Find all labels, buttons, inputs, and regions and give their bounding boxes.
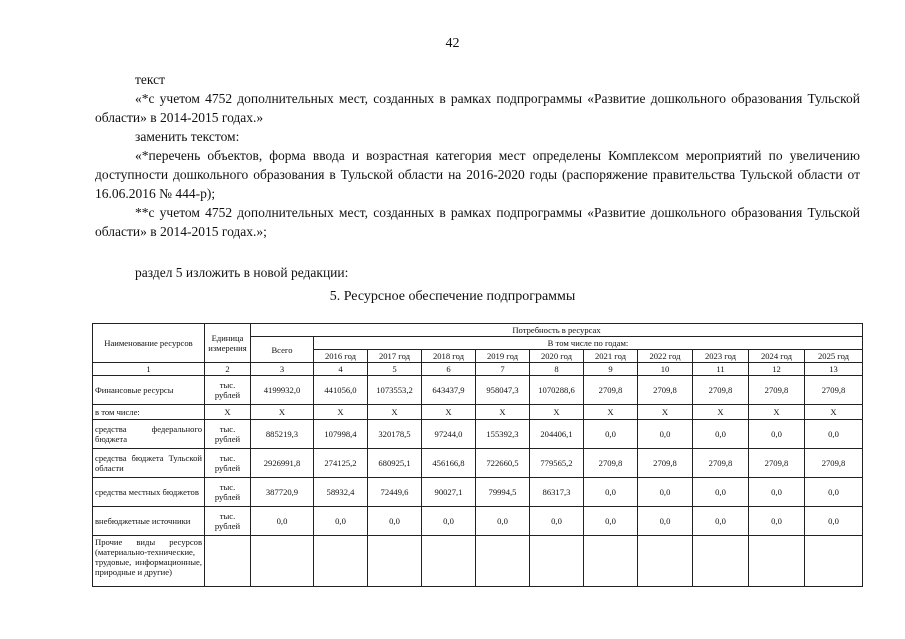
row-total bbox=[251, 536, 314, 587]
row-year-value: 441056,0 bbox=[314, 376, 368, 405]
header-year: 2024 год bbox=[749, 350, 805, 363]
row-year-value bbox=[638, 536, 693, 587]
text-block-section bbox=[95, 263, 860, 282]
table-row bbox=[93, 376, 863, 405]
row-year-value: 155392,3 bbox=[476, 420, 530, 449]
row-resource-name: средства местных бюджетов bbox=[93, 478, 205, 507]
row-year-value bbox=[749, 536, 805, 587]
row-year-value: 72449,6 bbox=[368, 478, 422, 507]
table-row bbox=[93, 478, 863, 507]
row-year-value: Х bbox=[693, 405, 749, 420]
column-number: 12 bbox=[749, 363, 805, 376]
row-year-value: 0,0 bbox=[530, 507, 584, 536]
header-need: Потребность в ресурсах bbox=[251, 324, 863, 337]
row-year-value: 204406,1 bbox=[530, 420, 584, 449]
table-row bbox=[93, 536, 863, 587]
row-unit: тыс. рублей bbox=[205, 449, 251, 478]
row-total: 387720,9 bbox=[251, 478, 314, 507]
table-body bbox=[93, 376, 863, 587]
page-number: 42 bbox=[445, 36, 460, 51]
paragraph-replace-with: заменить текстом: bbox=[135, 129, 240, 144]
row-year-value: 456166,8 bbox=[422, 449, 476, 478]
row-year-value: 0,0 bbox=[693, 420, 749, 449]
row-year-value: 2709,8 bbox=[584, 376, 638, 405]
column-number: 3 bbox=[251, 363, 314, 376]
row-year-value: Х bbox=[422, 405, 476, 420]
row-year-value bbox=[314, 536, 368, 587]
header-year: 2025 год bbox=[805, 350, 863, 363]
column-number: 9 bbox=[584, 363, 638, 376]
paragraph-new-note-2: **с учетом 4752 дополнительных мест, созданных в рамках подпрограммы «Развитие дошкольного образования Тульской области» в 2014-2015 годах.»; bbox=[95, 205, 860, 239]
row-year-value: 0,0 bbox=[693, 507, 749, 536]
row-year-value: Х bbox=[584, 405, 638, 420]
row-year-value: 958047,3 bbox=[476, 376, 530, 405]
row-year-value: 97244,0 bbox=[422, 420, 476, 449]
header-year: 2022 год bbox=[638, 350, 693, 363]
row-year-value bbox=[422, 536, 476, 587]
header-year: 2017 год bbox=[368, 350, 422, 363]
section-title: 5. Ресурсное обеспечение подпрограммы bbox=[329, 289, 576, 304]
row-unit: тыс. рублей bbox=[205, 478, 251, 507]
column-number-row bbox=[93, 363, 863, 376]
row-year-value: 0,0 bbox=[638, 507, 693, 536]
paragraph-new-note-1: «*перечень объектов, форма ввода и возрастная категория мест определены Комплексом мероприятий по увеличению доступности дошкольного образования в Тульской области на 2016-2020 годы (распоряжение правительства Тульской области от 16.06.2016 № 444-р); bbox=[95, 148, 860, 201]
paragraph-text-word: текст bbox=[135, 72, 166, 87]
row-year-value: Х bbox=[476, 405, 530, 420]
row-unit: Х bbox=[205, 405, 251, 420]
row-year-value: 0,0 bbox=[749, 420, 805, 449]
row-year-value: 722660,5 bbox=[476, 449, 530, 478]
column-number: 4 bbox=[314, 363, 368, 376]
table-row bbox=[93, 420, 863, 449]
row-year-value: 0,0 bbox=[584, 478, 638, 507]
row-total: 0,0 bbox=[251, 507, 314, 536]
row-year-value: 86317,3 bbox=[530, 478, 584, 507]
column-number: 7 bbox=[476, 363, 530, 376]
header-year: 2020 год bbox=[530, 350, 584, 363]
row-total: 4199932,0 bbox=[251, 376, 314, 405]
column-number: 8 bbox=[530, 363, 584, 376]
row-year-value: 0,0 bbox=[693, 478, 749, 507]
row-unit: тыс. рублей bbox=[205, 376, 251, 405]
row-year-value: 107998,4 bbox=[314, 420, 368, 449]
header-year: 2018 год bbox=[422, 350, 476, 363]
row-year-value bbox=[584, 536, 638, 587]
row-resource-name: внебюджетные источники bbox=[93, 507, 205, 536]
row-unit: тыс. рублей bbox=[205, 507, 251, 536]
row-year-value: 90027,1 bbox=[422, 478, 476, 507]
text-block-top bbox=[95, 70, 860, 241]
row-year-value: 0,0 bbox=[422, 507, 476, 536]
row-resource-name: Финансовые ресурсы bbox=[93, 376, 205, 405]
row-year-value: 643437,9 bbox=[422, 376, 476, 405]
header-by-years: В том числе по годам: bbox=[314, 337, 863, 350]
header-total: Всего bbox=[251, 337, 314, 363]
row-resource-name: средства федерального бюджета bbox=[93, 420, 205, 449]
row-year-value: 2709,8 bbox=[638, 376, 693, 405]
row-year-value: 2709,8 bbox=[805, 376, 863, 405]
row-year-value: 2709,8 bbox=[693, 376, 749, 405]
row-year-value: Х bbox=[805, 405, 863, 420]
table-row bbox=[93, 405, 863, 420]
header-resource-name: Наименование ресурсов bbox=[93, 324, 205, 363]
table-row bbox=[93, 449, 863, 478]
row-year-value: 1073553,2 bbox=[368, 376, 422, 405]
resource-table bbox=[92, 323, 863, 587]
table-row bbox=[93, 507, 863, 536]
row-total: 2926991,8 bbox=[251, 449, 314, 478]
row-year-value: 320178,5 bbox=[368, 420, 422, 449]
row-year-value: 2709,8 bbox=[584, 449, 638, 478]
header-year: 2021 год bbox=[584, 350, 638, 363]
row-unit bbox=[205, 536, 251, 587]
paragraph-old-note: «*с учетом 4752 дополнительных мест, созданных в рамках подпрограммы «Развитие дошкольного образования Тульской области» в 2014-2015 годах.» bbox=[95, 91, 860, 125]
row-year-value: 0,0 bbox=[805, 420, 863, 449]
row-year-value: 2709,8 bbox=[805, 449, 863, 478]
row-year-value: 2709,8 bbox=[749, 449, 805, 478]
row-year-value: 680925,1 bbox=[368, 449, 422, 478]
row-year-value: 274125,2 bbox=[314, 449, 368, 478]
row-unit: тыс. рублей bbox=[205, 420, 251, 449]
column-number: 13 bbox=[805, 363, 863, 376]
row-year-value: 58932,4 bbox=[314, 478, 368, 507]
column-number: 6 bbox=[422, 363, 476, 376]
column-number: 11 bbox=[693, 363, 749, 376]
row-year-value: 0,0 bbox=[749, 507, 805, 536]
row-year-value bbox=[530, 536, 584, 587]
row-year-value: Х bbox=[314, 405, 368, 420]
row-year-value: 0,0 bbox=[584, 507, 638, 536]
row-year-value bbox=[805, 536, 863, 587]
row-year-value: 0,0 bbox=[584, 420, 638, 449]
row-year-value: 0,0 bbox=[638, 478, 693, 507]
row-year-value: 0,0 bbox=[368, 507, 422, 536]
row-total: Х bbox=[251, 405, 314, 420]
row-year-value: 0,0 bbox=[805, 507, 863, 536]
row-year-value: Х bbox=[749, 405, 805, 420]
row-year-value: 79994,5 bbox=[476, 478, 530, 507]
column-number: 1 bbox=[93, 363, 205, 376]
row-year-value: 0,0 bbox=[749, 478, 805, 507]
header-unit: Единица измерения bbox=[205, 324, 251, 363]
row-year-value: Х bbox=[368, 405, 422, 420]
header-year: 2023 год bbox=[693, 350, 749, 363]
header-year: 2016 год bbox=[314, 350, 368, 363]
paragraph-section-instruction: раздел 5 изложить в новой редакции: bbox=[135, 265, 349, 280]
column-number: 2 bbox=[205, 363, 251, 376]
row-resource-name: средства бюджета Тульской области bbox=[93, 449, 205, 478]
row-year-value: 2709,8 bbox=[693, 449, 749, 478]
header-year: 2019 год bbox=[476, 350, 530, 363]
row-year-value: Х bbox=[530, 405, 584, 420]
row-year-value: 779565,2 bbox=[530, 449, 584, 478]
row-year-value bbox=[368, 536, 422, 587]
row-year-value: Х bbox=[638, 405, 693, 420]
row-year-value: 0,0 bbox=[805, 478, 863, 507]
row-year-value: 0,0 bbox=[314, 507, 368, 536]
row-year-value: 1070288,6 bbox=[530, 376, 584, 405]
row-year-value: 0,0 bbox=[476, 507, 530, 536]
row-year-value bbox=[476, 536, 530, 587]
row-resource-name: Прочие виды ресурсов (материально-технические, трудовые, информационные, природные и другие) bbox=[93, 536, 205, 587]
row-year-value bbox=[693, 536, 749, 587]
row-total: 885219,3 bbox=[251, 420, 314, 449]
row-year-value: 2709,8 bbox=[638, 449, 693, 478]
row-year-value: 2709,8 bbox=[749, 376, 805, 405]
column-number: 5 bbox=[368, 363, 422, 376]
row-resource-name: в том числе: bbox=[93, 405, 205, 420]
row-year-value: 0,0 bbox=[638, 420, 693, 449]
column-number: 10 bbox=[638, 363, 693, 376]
